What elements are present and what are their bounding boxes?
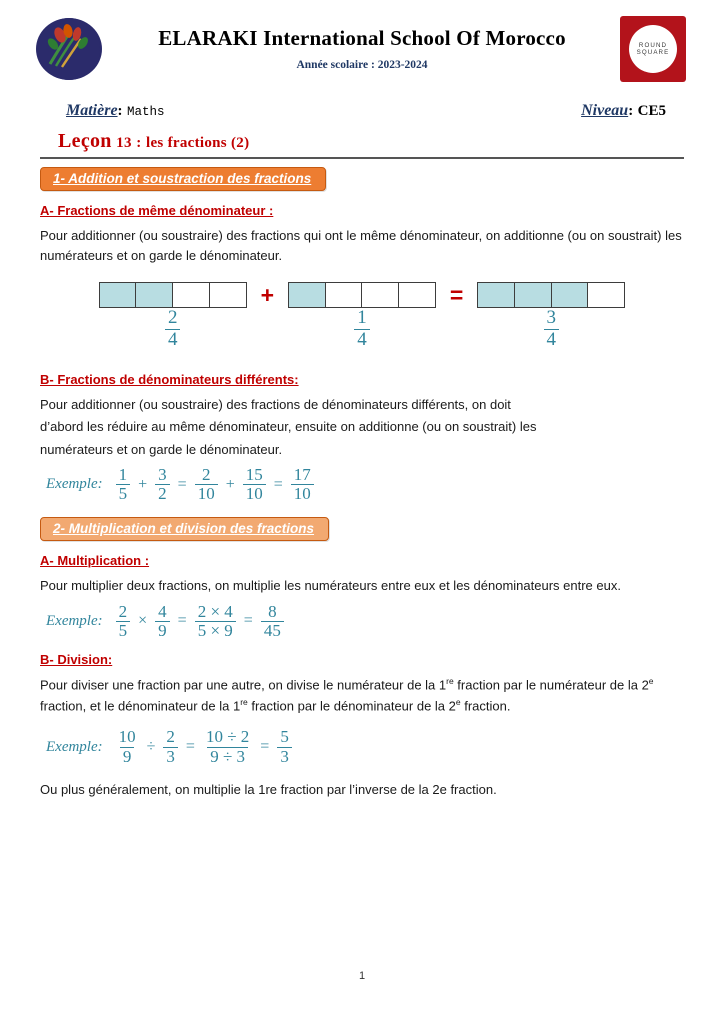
level-group (581, 102, 666, 120)
fraction-numerator: 17 (293, 464, 311, 484)
fraction-operand-1 (165, 308, 181, 350)
operator-divide: ÷ (146, 738, 156, 756)
operator-equals: = (273, 475, 283, 493)
page-number: 1 (358, 970, 366, 982)
section-2b-title: B- Division: (40, 652, 113, 668)
example-label: Exemple: (46, 476, 103, 493)
fraction-numerator: 3 (546, 307, 556, 329)
section-2b-part4: fraction par le dénominateur de la 2 (247, 698, 456, 714)
fraction-numerator: 2 (118, 601, 128, 621)
example-fraction (155, 466, 170, 504)
example-fraction (195, 603, 236, 641)
bar-cell (209, 282, 247, 308)
bar-cell (587, 282, 625, 308)
section-1b-line3: numérateurs et on garde le dénominateur. (40, 441, 283, 457)
example-addition (40, 466, 684, 504)
fraction-denominator: 9 ÷ 3 (207, 747, 248, 766)
operator-equals: = (177, 612, 187, 630)
section-2b-part1: Pour diviser une fraction par une autre, on divise le numérateur de la 1 (40, 677, 447, 693)
fraction-denominator: 4 (354, 329, 370, 351)
fraction-numerator: 4 (158, 601, 167, 621)
fraction-numerator: 5 (280, 727, 289, 747)
school-year: Année scolaire : 2023-2024 (296, 59, 428, 71)
round-square-line2: SQUARE (636, 49, 670, 56)
title-divider (40, 157, 684, 159)
diagram-operand-1 (99, 282, 247, 350)
section-2b-sup2: e (648, 676, 654, 687)
subject-group (66, 102, 165, 120)
example-fraction (261, 603, 284, 641)
bar-cell (477, 282, 515, 308)
lesson-number: 13 (116, 135, 132, 151)
section-2b-part2: fraction par le numérateur de la 2 (453, 677, 649, 693)
example-fraction (203, 728, 252, 766)
subject-colon: : (117, 103, 123, 119)
lesson-topic: les fractions (2) (145, 135, 250, 151)
meta-row (40, 102, 684, 120)
diagram-operand-2 (288, 282, 436, 350)
fraction-numerator: 2 × 4 (197, 601, 233, 621)
level-label: Niveau (581, 102, 629, 119)
fraction-operand-2 (354, 308, 370, 350)
diagram-result (477, 282, 625, 350)
school-name: ELARAKI International School Of Morocco (158, 26, 566, 50)
example-fraction (195, 466, 218, 504)
fraction-numerator: 10 ÷ 2 (205, 727, 250, 747)
diagram-plus-sign: + (260, 282, 275, 309)
section-2b-part5: fraction. (460, 698, 511, 714)
bar-cell (172, 282, 210, 308)
bar-cell (361, 282, 399, 308)
section-1b-title: B- Fractions de dénominateurs différents: (40, 372, 299, 388)
fraction-numerator: 1 (118, 464, 128, 484)
diagram-equals-sign: = (449, 282, 464, 309)
fraction-denominator: 5 × 9 (195, 621, 236, 640)
fraction-denominator: 5 (116, 621, 131, 640)
fraction-denominator: 9 (155, 621, 170, 640)
fraction-denominator: 3 (277, 747, 292, 766)
fraction-numerator: 10 (118, 727, 136, 747)
section-2a-title: A- Multiplication : (40, 553, 150, 569)
fraction-numerator: 2 (201, 464, 211, 484)
example-label: Exemple: (46, 738, 103, 755)
section-2b-sup4: e (455, 696, 461, 707)
example-label: Exemple: (46, 612, 103, 629)
section-1a-title: A- Fractions de même dénominateur : (40, 203, 274, 218)
example-division (40, 728, 684, 766)
operator-times: × (138, 612, 148, 630)
round-square-line1: ROUND (638, 41, 668, 49)
example-fraction (243, 466, 266, 504)
section-2-banner: 2- Multiplication et division des fractions (40, 517, 329, 541)
section-1b-line1: Pour additionner (ou soustraire) des fractions de dénominateurs différents, on doit (40, 397, 511, 413)
fraction-denominator: 4 (544, 329, 560, 351)
fraction-numerator: 15 (245, 464, 263, 484)
example-fraction (277, 728, 292, 766)
fraction-numerator: 2 (166, 727, 175, 747)
section-2b-note: Ou plus généralement, on multiplie la 1re fraction par l’inverse de la 2e fraction. (40, 781, 497, 797)
level-colon: : (628, 103, 634, 119)
bar-cell (288, 282, 326, 308)
example-fraction (291, 466, 314, 504)
fraction-numerator: 8 (268, 601, 277, 621)
operator-plus: + (225, 475, 235, 493)
bar-operand-1 (99, 282, 247, 308)
bar-operand-2 (288, 282, 436, 308)
round-square-logo (620, 16, 686, 82)
fraction-denominator: 3 (163, 747, 178, 766)
operator-equals: = (260, 738, 270, 756)
bar-cell (551, 282, 589, 308)
operator-equals: = (177, 475, 187, 493)
level-value: CE5 (637, 103, 666, 119)
lesson-title-line (40, 130, 684, 153)
section-1b-line2: d’abord les réduire au même dénominateur, ensuite on additionne (ou on soustrait) les (40, 419, 537, 435)
lesson-separator: : (136, 135, 142, 151)
example-fraction (155, 603, 170, 641)
section-2b-text (40, 675, 684, 716)
school-crest-icon (36, 18, 102, 80)
example-fraction (116, 466, 131, 504)
fraction-numerator: 2 (167, 307, 178, 329)
fraction-denominator: 45 (261, 621, 284, 640)
bar-cell (398, 282, 436, 308)
bar-cell (325, 282, 363, 308)
section-2b-sup1: re (446, 676, 454, 687)
section-1-banner: 1- Addition et soustraction des fractions (40, 167, 326, 191)
section-2b-sup3: re (240, 696, 248, 707)
subject-value: Maths (127, 105, 165, 119)
section-1a-text: Pour additionner (ou soustraire) des fractions qui ont le même dénominateur, on additionne (ou on soustrait) les numérateurs et on garde le dénominateur. (40, 228, 682, 264)
document-header (40, 14, 684, 96)
fraction-denominator: 2 (155, 484, 170, 503)
bar-cell (135, 282, 173, 308)
fraction-result (544, 308, 560, 350)
example-fraction (116, 603, 131, 641)
operator-plus: + (138, 475, 148, 493)
example-multiplication (40, 603, 684, 641)
lesson-word: Leçon (58, 130, 112, 152)
operator-equals: = (243, 612, 253, 630)
example-fraction (116, 728, 139, 766)
section-2a-text: Pour multiplier deux fractions, on multiplie les numérateurs entre eux et les dénominateurs entre eux. (40, 578, 621, 594)
bar-result (477, 282, 625, 308)
fraction-denominator: 10 (243, 484, 266, 503)
fraction-denominator: 10 (195, 484, 218, 503)
fraction-denominator: 10 (291, 484, 314, 503)
bar-cell (514, 282, 552, 308)
bar-cell (99, 282, 137, 308)
example-fraction (163, 728, 178, 766)
operator-equals: = (185, 738, 195, 756)
fraction-numerator: 1 (357, 307, 367, 329)
fraction-denominator: 4 (165, 329, 181, 351)
fraction-denominator: 9 (120, 747, 135, 766)
section-2b-part3: fraction, et le dénominateur de la 1 (40, 698, 241, 714)
fraction-denominator: 5 (116, 484, 131, 503)
subject-label: Matière (66, 102, 118, 119)
fraction-bar-diagram (40, 282, 684, 350)
fraction-numerator: 3 (158, 464, 167, 484)
